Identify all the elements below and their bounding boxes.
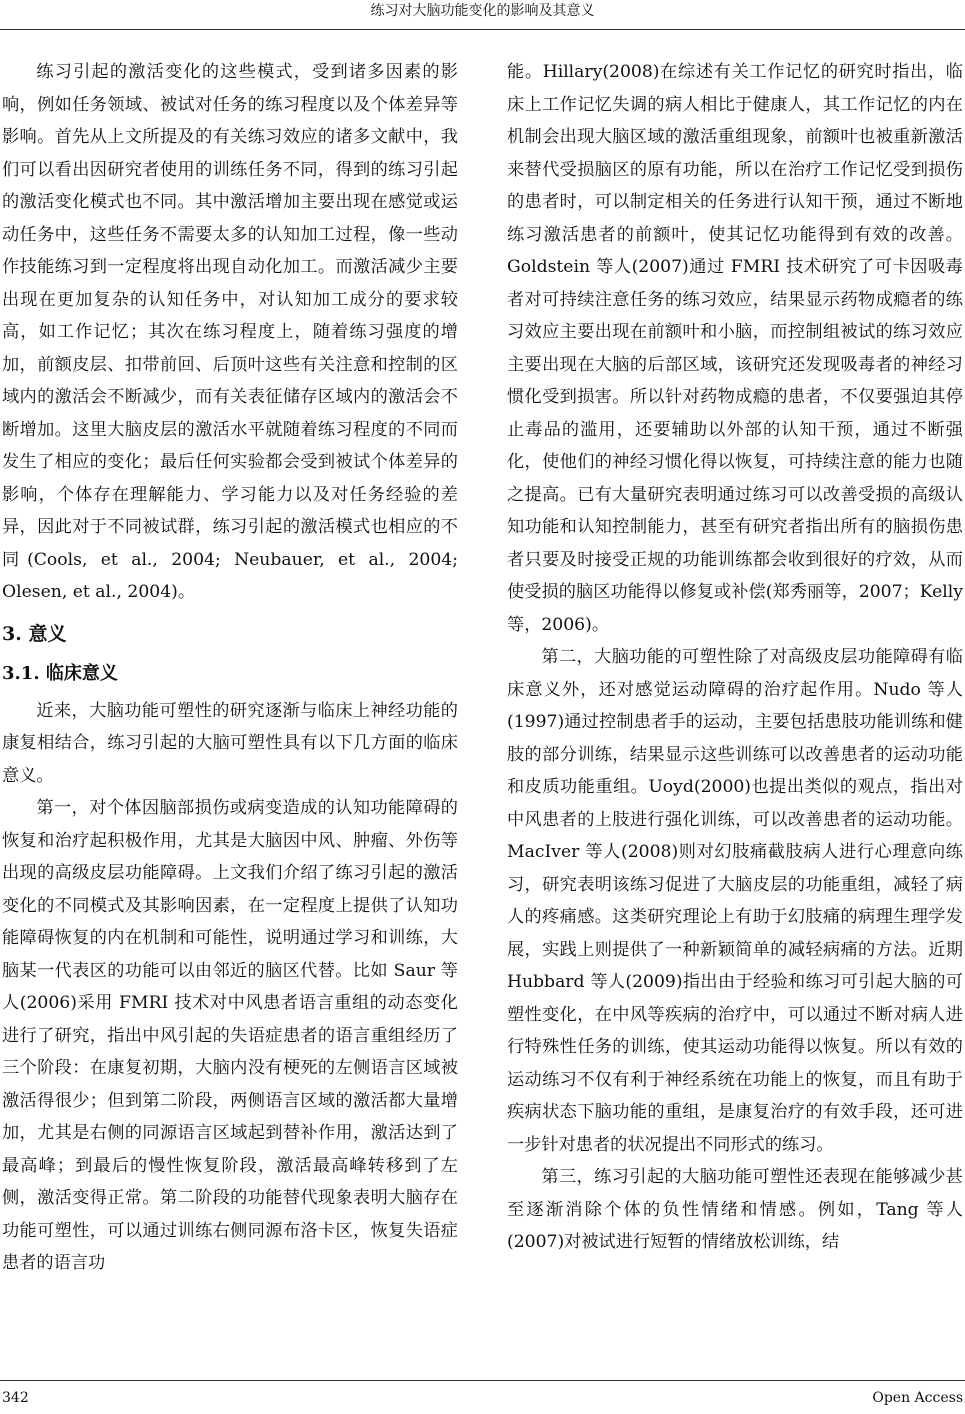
journal-label: Open Access xyxy=(872,1390,963,1406)
page-number: 342 xyxy=(2,1390,29,1406)
paragraph-third-point: 第三，练习引起的大脑功能可塑性还表现在能够减少甚至逐渐消除个体的负性情绪和情感。例如，Tang 等人(2007)对被试进行短暂的情绪放松训练，结 xyxy=(507,1167,963,1252)
running-header xyxy=(0,0,965,30)
section-heading-significance: 3. 意义 xyxy=(2,622,67,645)
paragraph-second-point: 第二，大脑功能的可塑性除了对高级皮层功能障碍有临床意义外，还对感觉运动障碍的治疗起作用。Nudo 等人(1997)通过控制患者手的运动，主要包括患肢功能训练和健肢的部分训练，结果显示这些训练可以改善患者的运动功能和皮质功能重组。Uoyd(2000)也提出类似的观点，指出对中风患者的上肢进行强化训练，可以改善患者的运动功能。MacIver 等人(2008)则对幻肢痛截肢病人进行心理意向练习，研究表明该练习促进了大脑皮层的功能重组，减轻了病人的疼痛感。这类研究理论上有助于幻肢痛的病理生理学发展，实践上则提供了一种新颖简单的减轻病痛的方法。近期 Hubbard 等人(2009)指出由于经验和练习可引起大脑的可塑性变化，在中风等疾病的治疗中，可以通过不断对病人进行特殊性任务的训练，使其运动功能得以恢复。所以有效的运动练习不仅有利于神经系统在功能上的恢复，而且有助于疾病状态下脑功能的重组，是康复治疗的有效手段，还可进一步针对患者的状况提出不同形式的练习。 xyxy=(507,647,963,1155)
paragraph-first-point-continued: 能。Hillary(2008)在综述有关工作记忆的研究时指出，临床上工作记忆失调的病人相比于健康人，其工作记忆的内在机制会出现大脑区域的激活重组现象，前额叶也被重新激活来替代受损脑区的原有功能，所以在治疗工作记忆受到损伤的患者时，可以制定相关的任务进行认知干预，通过不断地练习激活患者的前额叶，使其记忆功能得到有效的改善。Goldstein 等人(2007)通过 FMRI 技术研究了可卡因吸毒者对可持续注意任务的练习效应，结果显示药物成瘾者的练习效应主要出现在前额叶和小脑，而控制组被试的练习效应主要出现在大脑的后部区域，该研究还发现吸毒者的神经习惯化受到损害。所以针对药物成瘾的患者，不仅要强迫其停止毒品的滥用，还要辅助以外部的认知干预，通过不断强化，使他们的神经习惯化得以恢复，可持续注意的能力也随之提高。已有大量研究表明通过练习可以改善受损的高级认知功能和认知控制能力，甚至有研究者指出所有的脑损伤患者只要及时接受正规的功能训练都会收到很好的疗效，从而使受损的脑区功能得以修复或补偿(郑秀丽等，2007；Kelly 等，2006)。 xyxy=(507,62,963,635)
subsection-heading-clinical: 3.1. 临床意义 xyxy=(2,662,118,684)
paragraph-first-point: 第一，对个体因脑部损伤或病变造成的认知功能障碍的恢复和治疗起积极作用，尤其是大脑因中风、肿瘤、外伤等出现的高级皮层功能障碍。上文我们介绍了练习引起的激活变化的不同模式及其影响因素，在一定程度上提供了认知功能障碍恢复的内在机制和可能性，说明通过学习和训练，大脑某一代表区的功能可以由邻近的脑区代替。比如 Saur 等人(2006)采用 FMRI 技术对中风患者语言重组的动态变化进行了研究，指出中风引起的失语症患者的语言重组经历了三个阶段：在康复初期，大脑内没有梗死的左侧语言区域被激活得很少；但到第二阶段，两侧语言区域的激活都大量增加，尤其是右侧的同源语言区域起到替补作用，激活达到了最高峰；到最后的慢性恢复阶段，激活最高峰转移到了左侧，激活变得正常。第二阶段的功能替代现象表明大脑存在功能可塑性，可以通过训练右侧同源布洛卡区，恢复失语症患者的语言功 xyxy=(2,798,458,1273)
paragraph-clinical-intro: 近来，大脑功能可塑性的研究逐渐与临床上神经功能的康复相结合，练习引起的大脑可塑性具有以下几方面的临床意义。 xyxy=(2,700,458,786)
right-column xyxy=(507,56,963,1376)
running-header-title: 练习对大脑功能变化的影响及其意义 xyxy=(370,3,595,19)
paragraph-activation-patterns: 练习引起的激活变化的这些模式，受到诸多因素的影响，例如任务领域、被试对任务的练习程度以及个体差异等影响。首先从上文所提及的有关练习效应的诸多文献中，我们可以看出因研究者使用的训练任务不同，得到的练习引起的激活变化模式也不同。其中激活增加主要出现在感觉或运动任务中，这些任务不需要太多的认知加工过程，像一些动作技能练习到一定程度将出现自动化加工。而激活减少主要出现在更加复杂的认知任务中，对认知加工成分的要求较高，如工作记忆；其次在练习程度上，随着练习强度的增加，前额皮层、扣带前回、后顶叶这些有关注意和控制的区域内的激活会不断减少，而有关表征储存区域内的激活会不断增加。这里大脑皮层的激活水平就随着练习程度的不同而发生了相应的变化；最后任何实验都会受到被试个体差异的影响，个体存在理解能力、学习能力以及对任务经验的差异，因此对于不同被试群，练习引起的激活模式也相应的不同(Cools, et al., 2004; Neubauer, et al., 2004; Olesen, et al., 2004)。 xyxy=(2,62,458,602)
page-footer xyxy=(0,1380,965,1414)
left-column xyxy=(2,56,458,1376)
